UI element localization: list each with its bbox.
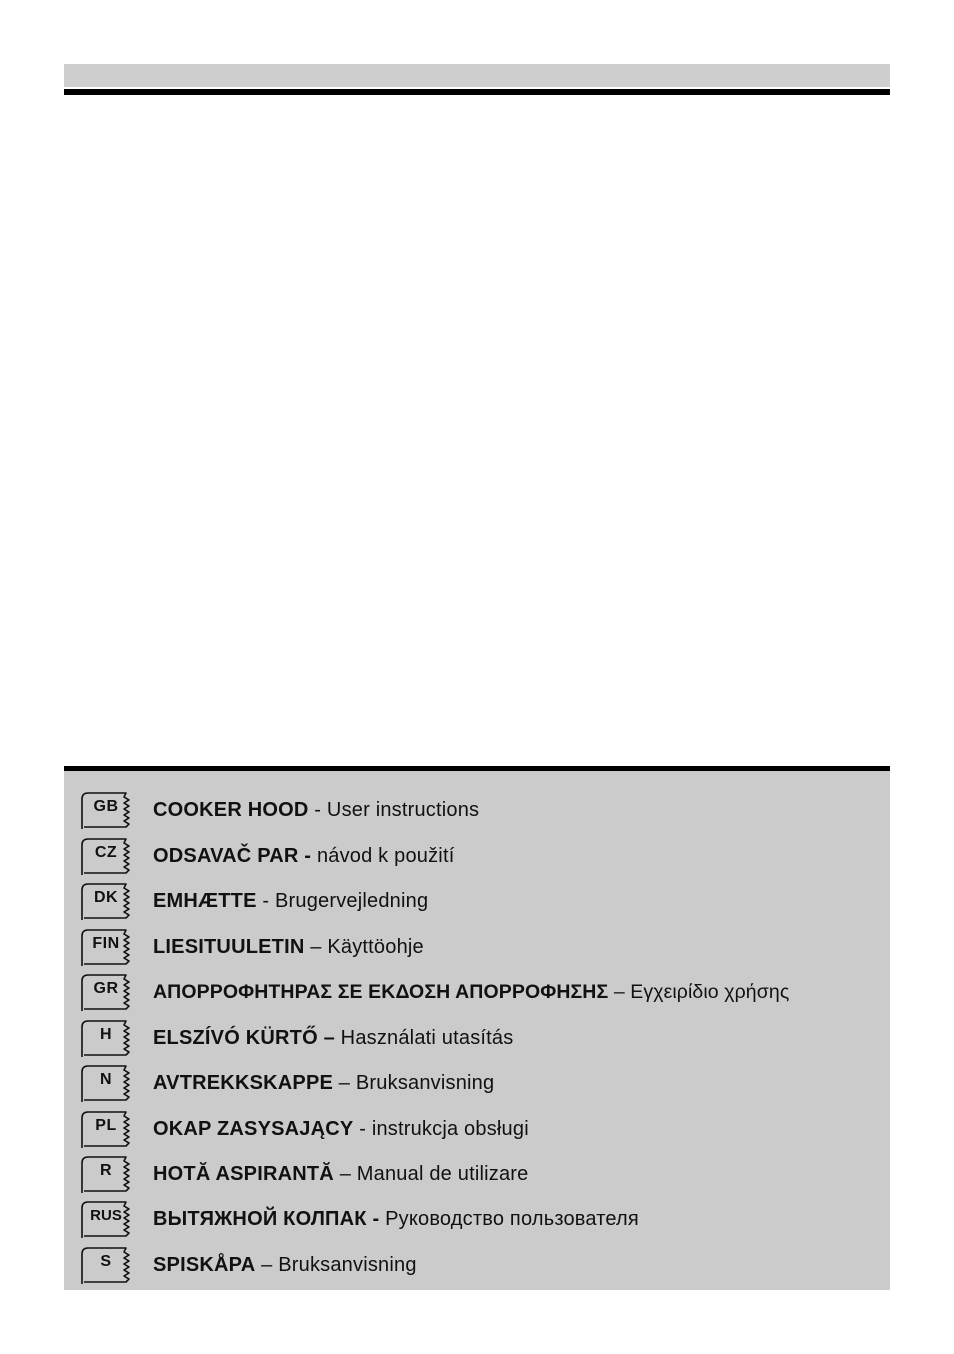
instructions-label: návod k použití bbox=[316, 845, 455, 867]
title-separator: – bbox=[608, 981, 631, 1003]
language-row-gr bbox=[80, 973, 886, 1013]
instructions-label: Bruksanvisning bbox=[278, 1254, 417, 1276]
language-heading bbox=[153, 1072, 494, 1094]
product-title: OKAP ZASYSAJĄCY bbox=[153, 1118, 354, 1140]
language-code: GB bbox=[93, 798, 119, 815]
flag-tab-icon bbox=[80, 882, 136, 922]
language-code: R bbox=[99, 1162, 113, 1179]
language-heading bbox=[153, 1118, 529, 1140]
language-code: CZ bbox=[94, 844, 118, 861]
product-title: SPISKÅPA bbox=[153, 1254, 256, 1276]
flag-tab-icon bbox=[80, 1064, 136, 1104]
language-row-r bbox=[80, 1155, 886, 1195]
header-band bbox=[64, 64, 890, 87]
language-code: S bbox=[100, 1253, 112, 1270]
title-separator: - bbox=[256, 890, 275, 912]
language-code: DK bbox=[93, 889, 119, 906]
instructions-label: Manual de utilizare bbox=[356, 1163, 529, 1185]
language-code: N bbox=[99, 1071, 113, 1088]
language-heading bbox=[153, 936, 424, 958]
flag-tab-icon bbox=[80, 1155, 136, 1195]
language-heading bbox=[153, 1208, 639, 1230]
instructions-label: Руководство пользователя bbox=[385, 1208, 639, 1230]
title-separator: - bbox=[353, 1118, 372, 1140]
title-separator: - bbox=[308, 799, 327, 821]
language-row-cz bbox=[80, 837, 886, 877]
flag-tab-icon bbox=[80, 973, 136, 1013]
language-heading bbox=[153, 1027, 513, 1049]
language-row-fin bbox=[80, 928, 886, 968]
instructions-label: User instructions bbox=[326, 799, 480, 821]
language-heading bbox=[153, 1163, 528, 1185]
product-title: HOTĂ ASPIRANTĂ bbox=[153, 1163, 334, 1185]
flag-tab-icon bbox=[80, 837, 136, 877]
language-row-h bbox=[80, 1019, 886, 1059]
product-title: COOKER HOOD bbox=[153, 799, 309, 821]
product-title: ODSAVAČ PAR - bbox=[153, 845, 312, 867]
language-heading bbox=[153, 890, 428, 912]
title-separator: – bbox=[255, 1254, 279, 1276]
title-separator: – bbox=[333, 1072, 356, 1094]
instructions-label: instrukcja obsługi bbox=[371, 1118, 529, 1140]
flag-tab-icon bbox=[80, 1246, 136, 1286]
product-title: ВЫТЯЖНОЙ КОЛПАК - bbox=[153, 1208, 380, 1230]
language-code: FIN bbox=[92, 935, 120, 952]
language-code: RUS bbox=[90, 1207, 122, 1224]
language-row-n bbox=[80, 1064, 886, 1104]
language-row-s bbox=[80, 1246, 886, 1286]
title-separator: – bbox=[333, 1163, 357, 1185]
flag-tab-icon bbox=[80, 1019, 136, 1059]
instructions-label: Bruksanvisning bbox=[355, 1072, 495, 1094]
title-separator: – bbox=[304, 936, 328, 958]
language-row-rus bbox=[80, 1200, 886, 1240]
instructions-label: Brugervejledning bbox=[275, 890, 429, 912]
language-row-pl bbox=[80, 1110, 886, 1150]
flag-tab-icon bbox=[80, 928, 136, 968]
product-title: ELSZÍVÓ KÜRTŐ – bbox=[153, 1027, 335, 1049]
product-title: EMHÆTTE bbox=[153, 890, 257, 912]
language-code: PL bbox=[95, 1117, 117, 1134]
language-panel bbox=[64, 771, 890, 1290]
language-heading bbox=[153, 1254, 417, 1276]
language-heading bbox=[153, 981, 789, 1003]
language-heading bbox=[153, 845, 454, 867]
header-rule bbox=[64, 89, 890, 95]
flag-tab-icon bbox=[80, 1200, 136, 1240]
flag-tab-icon bbox=[80, 791, 136, 831]
product-title: ΑΠΟΡΡΟΦΗΤΗΡΑΣ ΣΕ ΕΚΔΟΣΗ ΑΠΟΡΡΟΦΗΣΗΣ bbox=[153, 981, 609, 1003]
language-code: GR bbox=[93, 980, 119, 997]
language-heading bbox=[153, 799, 479, 821]
instructions-label: Használati utasítás bbox=[340, 1027, 514, 1049]
language-row-dk bbox=[80, 882, 886, 922]
instructions-label: Εγχειρίδιο χρήσης bbox=[630, 981, 790, 1003]
language-code: H bbox=[99, 1026, 113, 1043]
language-row-gb bbox=[80, 791, 886, 831]
product-title: AVTREKKSKAPPE bbox=[153, 1072, 334, 1094]
flag-tab-icon bbox=[80, 1110, 136, 1150]
product-title: LIESITUULETIN bbox=[153, 936, 305, 958]
instructions-label: Käyttöohje bbox=[327, 936, 424, 958]
